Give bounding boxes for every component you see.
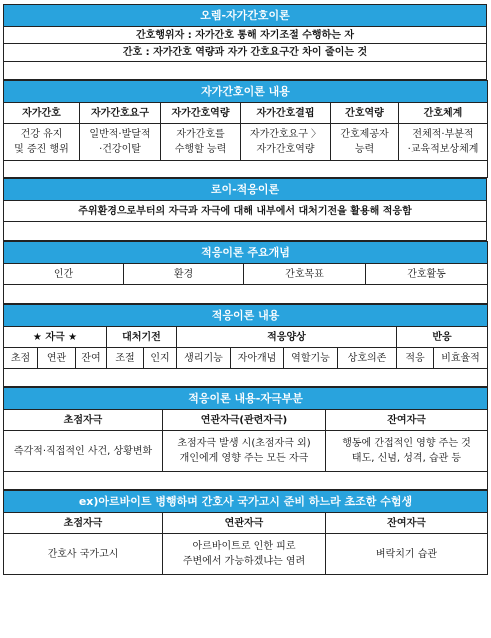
spacer-row (4, 285, 488, 304)
stimulus-section (3, 387, 488, 490)
concept-human: 인간 (4, 264, 124, 285)
sub-ineffective: 비효율적 (434, 348, 488, 369)
header-residual-stimulus: 잔여자극 (326, 410, 488, 431)
sub-self-concept: 자아개념 (231, 348, 284, 369)
example-section (3, 490, 488, 575)
sub-regulator: 조절 (107, 348, 144, 369)
cell-focal-stimulus: 즉각적·직접적인 사건, 상황변화 (4, 431, 163, 472)
group-stimulus: ★ 자극 ★ (4, 327, 107, 348)
header-self-care-agency: 자가간호역량 (161, 103, 241, 124)
cell-self-care-deficit: 자가간호요구 〉 자가간호역량 (241, 124, 331, 161)
section-title: 로이-적응이론 (4, 179, 487, 201)
header-nursing-system: 간호체계 (399, 103, 488, 124)
sub-adaptive: 적응 (397, 348, 434, 369)
cell-contextual-stimulus: 아르바이트로 인한 피로 주변에서 가능하겠냐는 염려 (163, 534, 326, 575)
cell-residual-stimulus: 벼락치기 습관 (326, 534, 488, 575)
sub-interdependence: 상호의존 (338, 348, 397, 369)
spacer-row (4, 62, 487, 80)
cell-self-care-requisite: 일반적·발달적 ·건강이탈 (80, 124, 161, 161)
header-nursing-agency: 간호역량 (331, 103, 399, 124)
cell-nursing-system: 전체적·부분적 ·교육적보상체계 (399, 124, 488, 161)
group-coping-mechanism: 대처기전 (107, 327, 177, 348)
cell-self-care: 건강 유지 및 증진 행위 (4, 124, 80, 161)
self-care-theory-section (3, 80, 488, 178)
cell-contextual-stimulus: 초점자극 발생 시(초점자극 외) 개인에게 영향 주는 모든 자극 (163, 431, 326, 472)
group-adaptive-modes: 적응양상 (177, 327, 397, 348)
concept-nursing-activity: 간호활동 (366, 264, 488, 285)
section-title: 오렘-자가간호이론 (4, 5, 487, 27)
section-title: 적응이론 내용-자극부분 (4, 388, 488, 410)
roy-definition: 주위환경으로부터의 자극과 자극에 대해 내부에서 대처기전을 활용해 적응함 (4, 201, 487, 222)
concept-nursing-goal: 간호목표 (244, 264, 366, 285)
section-title: 자가간호이론 내용 (4, 81, 488, 103)
concept-environment: 환경 (124, 264, 244, 285)
roy-section (3, 178, 487, 241)
spacer-row (4, 161, 488, 178)
sub-focal: 초점 (4, 348, 38, 369)
header-self-care-deficit: 자가간호결핍 (241, 103, 331, 124)
sub-contextual: 연관 (38, 348, 76, 369)
section-title: 적응이론 내용 (4, 305, 488, 327)
spacer-row (4, 472, 488, 490)
sub-physiologic: 생리기능 (177, 348, 231, 369)
document-page (3, 4, 487, 575)
cell-nursing-agency: 간호제공자 능력 (331, 124, 399, 161)
sub-role-function: 역할기능 (284, 348, 338, 369)
header-contextual-stimulus: 연관자극 (163, 513, 326, 534)
orem-section (3, 4, 487, 80)
header-focal-stimulus: 초점자극 (4, 410, 163, 431)
nurse-agent-definition: 간호행위자 : 자가간호 통해 자기조절 수행하는 자 (4, 27, 487, 44)
sub-cognator: 인지 (144, 348, 177, 369)
adaptation-content-section (3, 304, 488, 387)
sub-residual: 잔여 (76, 348, 107, 369)
section-title: 적응이론 주요개념 (4, 242, 488, 264)
header-residual-stimulus: 잔여자극 (326, 513, 488, 534)
header-focal-stimulus: 초점자극 (4, 513, 163, 534)
adaptation-concepts-section (3, 241, 488, 304)
header-self-care-requisite: 자가간호요구 (80, 103, 161, 124)
header-self-care: 자가간호 (4, 103, 80, 124)
cell-residual-stimulus: 행동에 간접적인 영향 주는 것 태도, 신념, 성격, 습관 등 (326, 431, 488, 472)
nursing-definition: 간호 : 자가간호 역량과 자가 간호요구간 차이 줄이는 것 (4, 44, 487, 62)
group-response: 반응 (397, 327, 488, 348)
cell-focal-stimulus: 간호사 국가고시 (4, 534, 163, 575)
section-title: ex)아르바이트 병행하며 간호사 국가고시 준비 하느라 초조한 수험생 (4, 491, 488, 513)
spacer-row (4, 222, 487, 241)
cell-self-care-agency: 자가간호를 수행할 능력 (161, 124, 241, 161)
spacer-row (4, 369, 488, 387)
header-contextual-stimulus: 연관자극(관련자극) (163, 410, 326, 431)
